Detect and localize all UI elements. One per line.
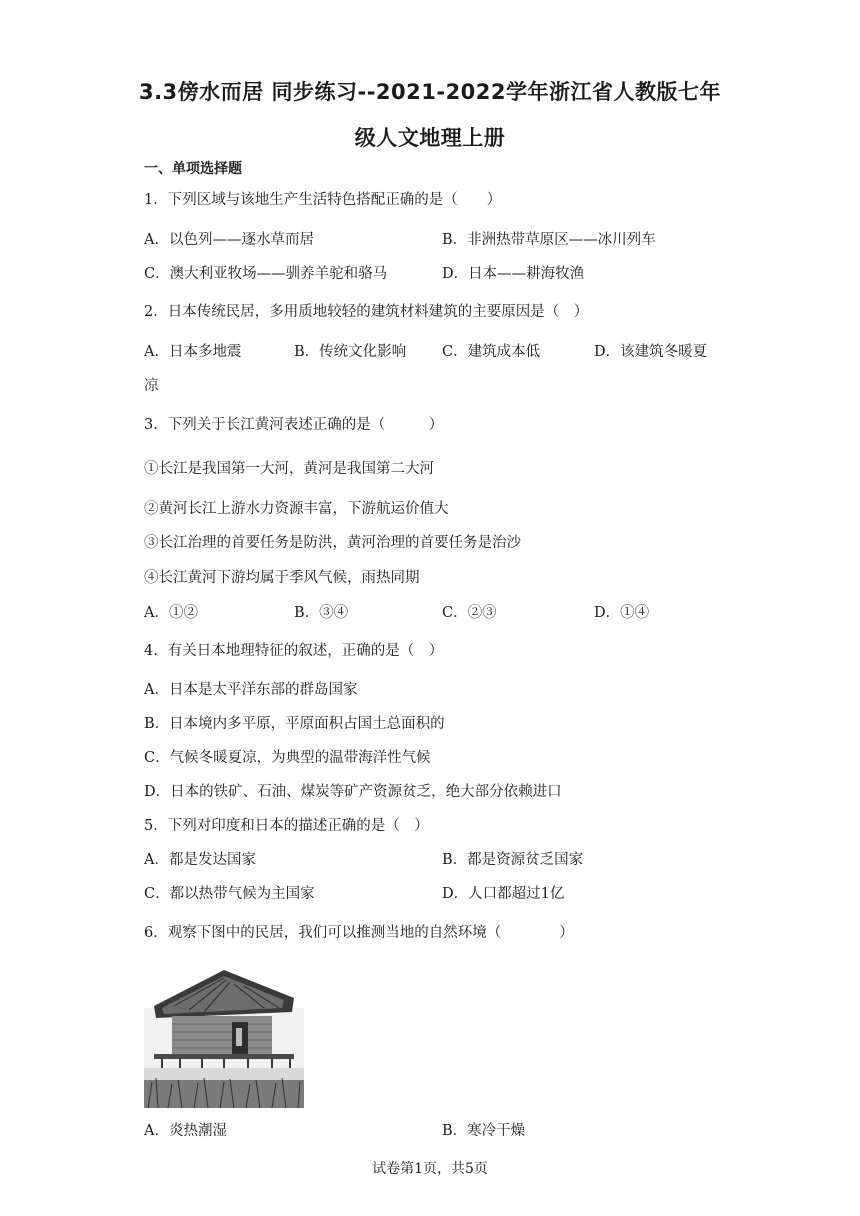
q6-option-b: B．寒冷干燥 — [442, 1123, 526, 1139]
q4-stem: 4．有关日本地理特征的叙述，正确的是（ ） — [144, 643, 444, 659]
q5-option-a: A．都是发达国家 — [144, 852, 256, 868]
stilt-house-photo — [144, 968, 304, 1108]
q3-statement-3: ③长江治理的首要任务是防洪，黄河治理的首要任务是治沙 — [144, 535, 521, 551]
q2-option-a: A．日本多地震 — [144, 344, 242, 360]
q1-stem: 1．下列区域与该地生产生活特色搭配正确的是（ ） — [144, 192, 502, 208]
document-title-line2: 级人文地理上册 — [354, 126, 506, 150]
q3-statement-1: ①长江是我国第一大河，黄河是我国第二大河 — [144, 461, 434, 477]
q6-stem: 6．观察下图中的民居，我们可以推测当地的自然环境（ ） — [144, 925, 574, 941]
q1-option-a: A．以色列——逐水草而居 — [144, 232, 314, 248]
section-heading: 一、单项选择题 — [144, 161, 242, 177]
q2-stem: 2．日本传统民居，多用质地较轻的建筑材料建筑的主要原因是（ ） — [144, 304, 589, 320]
q1-option-b: B．非洲热带草原区——冰川列车 — [442, 232, 656, 248]
q4-option-c: C．气候冬暖夏凉，为典型的温带海洋性气候 — [144, 750, 431, 766]
q3-statement-4: ④长江黄河下游均属于季风气候，雨热同期 — [144, 570, 420, 586]
q3-statement-2: ②黄河长江上游水力资源丰富，下游航运价值大 — [144, 501, 449, 517]
q3-stem: 3．下列关于长江黄河表述正确的是（ ） — [144, 417, 444, 433]
q2-option-b: B．传统文化影响 — [294, 344, 407, 360]
q3-option-a: A．①② — [144, 605, 198, 621]
q4-option-d: D．日本的铁矿、石油、煤炭等矿产资源贫乏，绝大部分依赖进口 — [144, 784, 562, 800]
q3-option-b: B．③④ — [294, 605, 349, 621]
q4-option-b: B．日本境内多平原，平原面积占国土总面积的 — [144, 716, 445, 732]
q5-option-b: B．都是资源贫乏国家 — [442, 852, 584, 868]
q4-option-a: A．日本是太平洋东部的群岛国家 — [144, 682, 358, 698]
q3-option-d: D．①④ — [594, 605, 650, 621]
document-title-line1: 3.3傍水而居 同步练习--2021-2022学年浙江省人教版七年 — [138, 80, 722, 104]
q5-option-d: D．人口都超过1亿 — [442, 886, 565, 902]
page-footer: 试卷第1页，共5页 — [372, 1161, 488, 1177]
q2-option-d: D．该建筑冬暖夏 — [594, 344, 708, 360]
q6-option-a: A．炎热潮湿 — [144, 1123, 227, 1139]
q1-option-d: D．日本——耕海牧渔 — [442, 266, 585, 282]
q1-option-c: C．澳大利亚牧场——驯养羊驼和骆马 — [144, 266, 388, 282]
q3-option-c: C．②③ — [442, 605, 497, 621]
q2-option-c: C．建筑成本低 — [442, 344, 541, 360]
q5-option-c: C．都以热带气候为主国家 — [144, 886, 315, 902]
q2-option-d-continued: 凉 — [144, 378, 159, 394]
q5-stem: 5．下列对印度和日本的描述正确的是（ ） — [144, 818, 429, 834]
